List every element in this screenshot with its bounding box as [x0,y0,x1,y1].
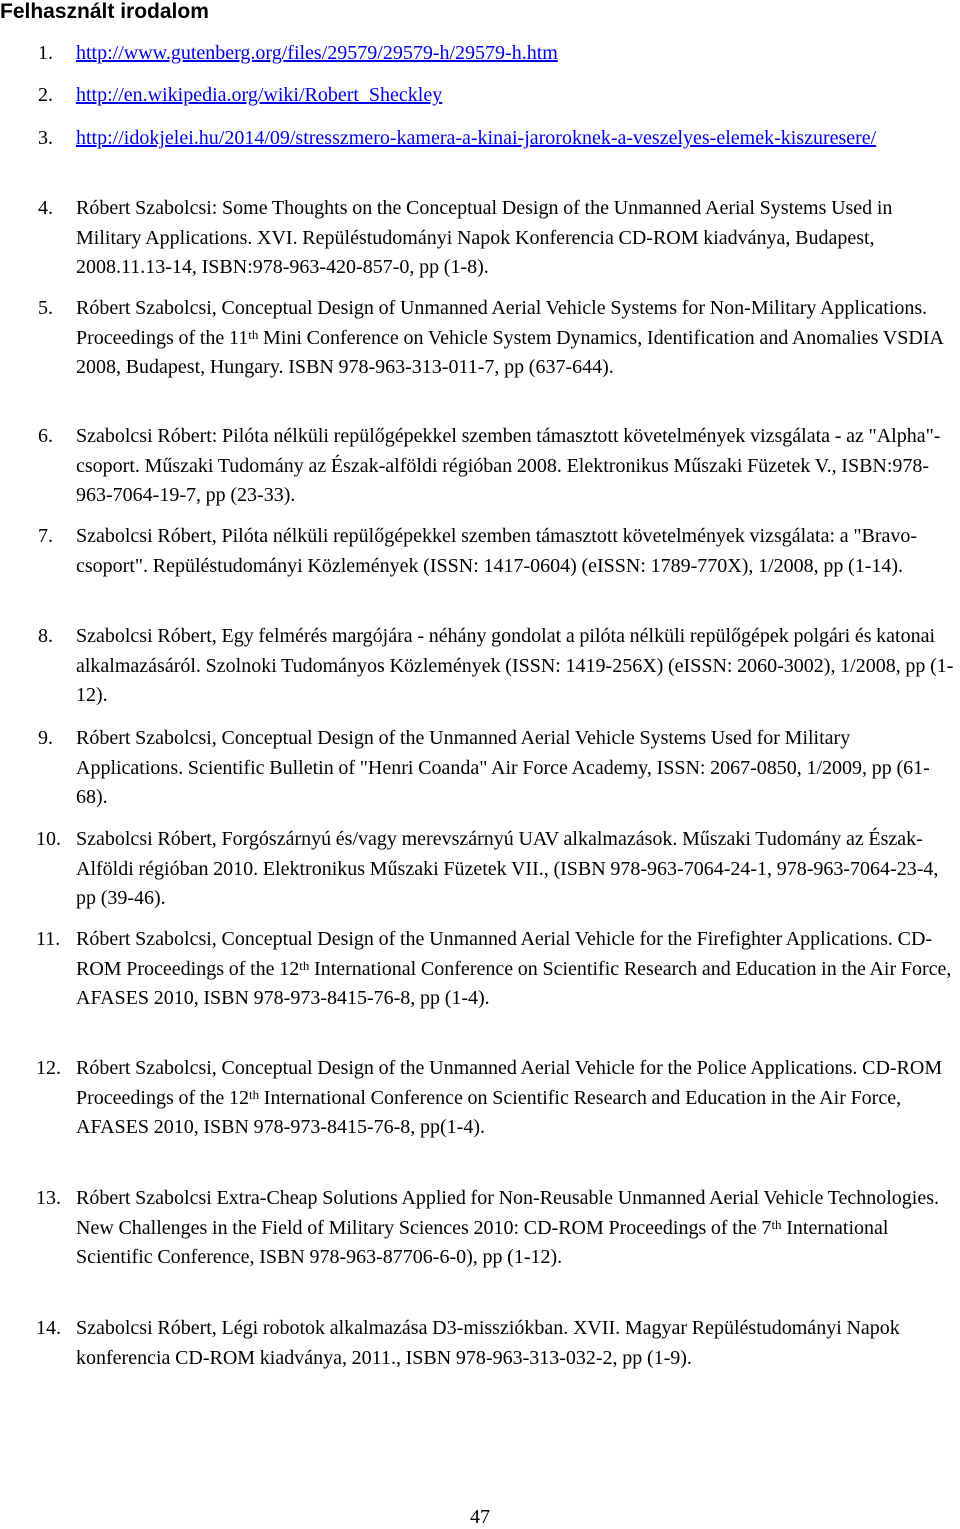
reference-number: 5. [38,297,53,319]
reference-item [38,724,958,813]
reference-text: Róbert Szabolcsi, Conceptual Design of Unmanned Aerial Vehicle Systems for Non-Military Applications. Proceedings of the 11 [76,297,928,349]
section-heading: Felhasznált irodalom [0,0,209,23]
reference-item [36,925,958,1014]
reference-text: Mini Conference on Vehicle System Dynamics, Identification and Anomalies VSDIA 2008, Budapest, Hungary. ISBN 978-963-313-011-7, pp (637-644). [76,326,943,379]
reference-number: 4. [38,197,53,219]
reference-link[interactable]: http://www.gutenberg.org/files/29579/29579-h/29579-h.htm [76,42,558,64]
reference-item [38,81,958,111]
reference-item [38,294,958,383]
reference-text: Róbert Szabolcsi: Some Thoughts on the Conceptual Design of the Unmanned Aerial Systems Used in Military Applications. XVI. Repüléstudományi Napok Konferencia CD-ROM kiadványa, Budapest, 2008.11.13-14, ISBN:978-963-420-857-0, pp (1-8). [76,197,893,279]
reference-number: 12. [36,1057,61,1079]
reference-item [38,194,958,283]
page-number: 47 [470,1506,490,1528]
superscript: th [248,326,259,342]
reference-text: Szabolcsi Róbert: Pilóta nélküli repülőgépekkel szemben támasztott követelmények vizsgálata - az "Alpha"-csoport. Műszaki Tudomány az Észak-alföldi régióban 2008. Elektronikus Műszaki Füzetek V., ISBN:978-963-7064-19-7, pp (23-33). [76,425,941,507]
reference-item [36,1054,958,1143]
reference-text: International Conference on Scientific Research and Education in the Air Force, AFASES 2010, ISBN 978-973-8415-76-8, pp(1-4). [76,1086,902,1139]
reference-number: 14. [36,1317,61,1339]
reference-item [36,1314,958,1373]
reference-link[interactable]: http://en.wikipedia.org/wiki/Robert_Sheckley [76,84,443,106]
reference-number: 1. [38,42,53,64]
reference-text: Szabolcsi Róbert, Egy felmérés margójára - néhány gondolat a pilóta nélküli repülőgépek polgári és katonai alkalmazásáról. Szolnoki Tudományos Közlemények (ISSN: 1419-256X) (eISSN: 2060-3002), 1/2008, pp (1-12). [76,625,954,707]
reference-number: 6. [38,425,53,447]
reference-text: International Scientific Conference, ISBN 978-963-87706-6-0), pp (1-12). [76,1216,889,1269]
reference-number: 10. [36,828,61,850]
reference-item [38,622,958,711]
reference-text: Szabolcsi Róbert, Légi robotok alkalmazása D3-missziókban. XVII. Magyar Repüléstudományi Napok konferencia CD-ROM kiadványa, 2011., ISBN 978-963-313-032-2, pp (1-9). [76,1317,900,1369]
reference-text: Szabolcsi Róbert, Pilóta nélküli repülőgépekkel szemben támasztott követelmények vizsgálata: a "Bravo-csoport". Repüléstudományi Közlemények (ISSN: 1417-0604) (eISSN: 1789-770X), 1/2008, pp (1-14). [76,525,918,577]
reference-text: Szabolcsi Róbert, Forgószárnyú és/vagy merevszárnyú UAV alkalmazások. Műszaki Tudomány az Észak-Alföldi régióban 2010. Elektronikus Műszaki Füzetek VII., (ISBN 978-963-7064-24-1, 978-963-7064-23-4, pp (39-46). [76,828,939,910]
reference-item [38,39,958,69]
reference-number: 9. [38,727,53,749]
reference-number: 8. [38,625,53,647]
reference-number: 3. [38,127,53,149]
reference-number: 13. [36,1187,61,1209]
reference-item [38,522,958,581]
reference-number: 11. [36,928,61,950]
reference-item [36,825,958,914]
reference-item [36,1184,958,1273]
superscript: th [771,1216,782,1232]
reference-text: Róbert Szabolcsi Extra-Cheap Solutions Applied for Non-Reusable Unmanned Aerial Vehicle Technologies. New Challenges in the Field of Military Sciences 2010: CD-ROM Proceedings of the 7 [76,1187,940,1239]
reference-link[interactable]: http://idokjelei.hu/2014/09/stresszmero-kamera-a-kinai-jaroroknek-a-veszelyes-elemek-kiszuresere/ [76,127,877,149]
reference-text: Róbert Szabolcsi, Conceptual Design of the Unmanned Aerial Vehicle for the Police Applications. CD-ROM Proceedings of the 12 [76,1057,943,1109]
reference-text: Róbert Szabolcsi, Conceptual Design of the Unmanned Aerial Vehicle Systems Used for Military Applications. Scientific Bulletin of "Henri Coanda" Air Force Academy, ISSN: 2067-0850, 1/2009, pp (61-68). [76,727,930,809]
reference-item [38,422,958,511]
reference-text: International Conference on Scientific Research and Education in the Air Force, AFASES 2010, ISBN 978-973-8415-76-8, pp (1-4). [76,957,952,1010]
reference-item [38,124,960,154]
superscript: th [299,957,310,973]
reference-number: 2. [38,84,53,106]
reference-number: 7. [38,525,53,547]
reference-text: Róbert Szabolcsi, Conceptual Design of the Unmanned Aerial Vehicle for the Firefighter Applications. CD-ROM Proceedings of the 12 [76,928,933,980]
superscript: th [248,1086,260,1102]
